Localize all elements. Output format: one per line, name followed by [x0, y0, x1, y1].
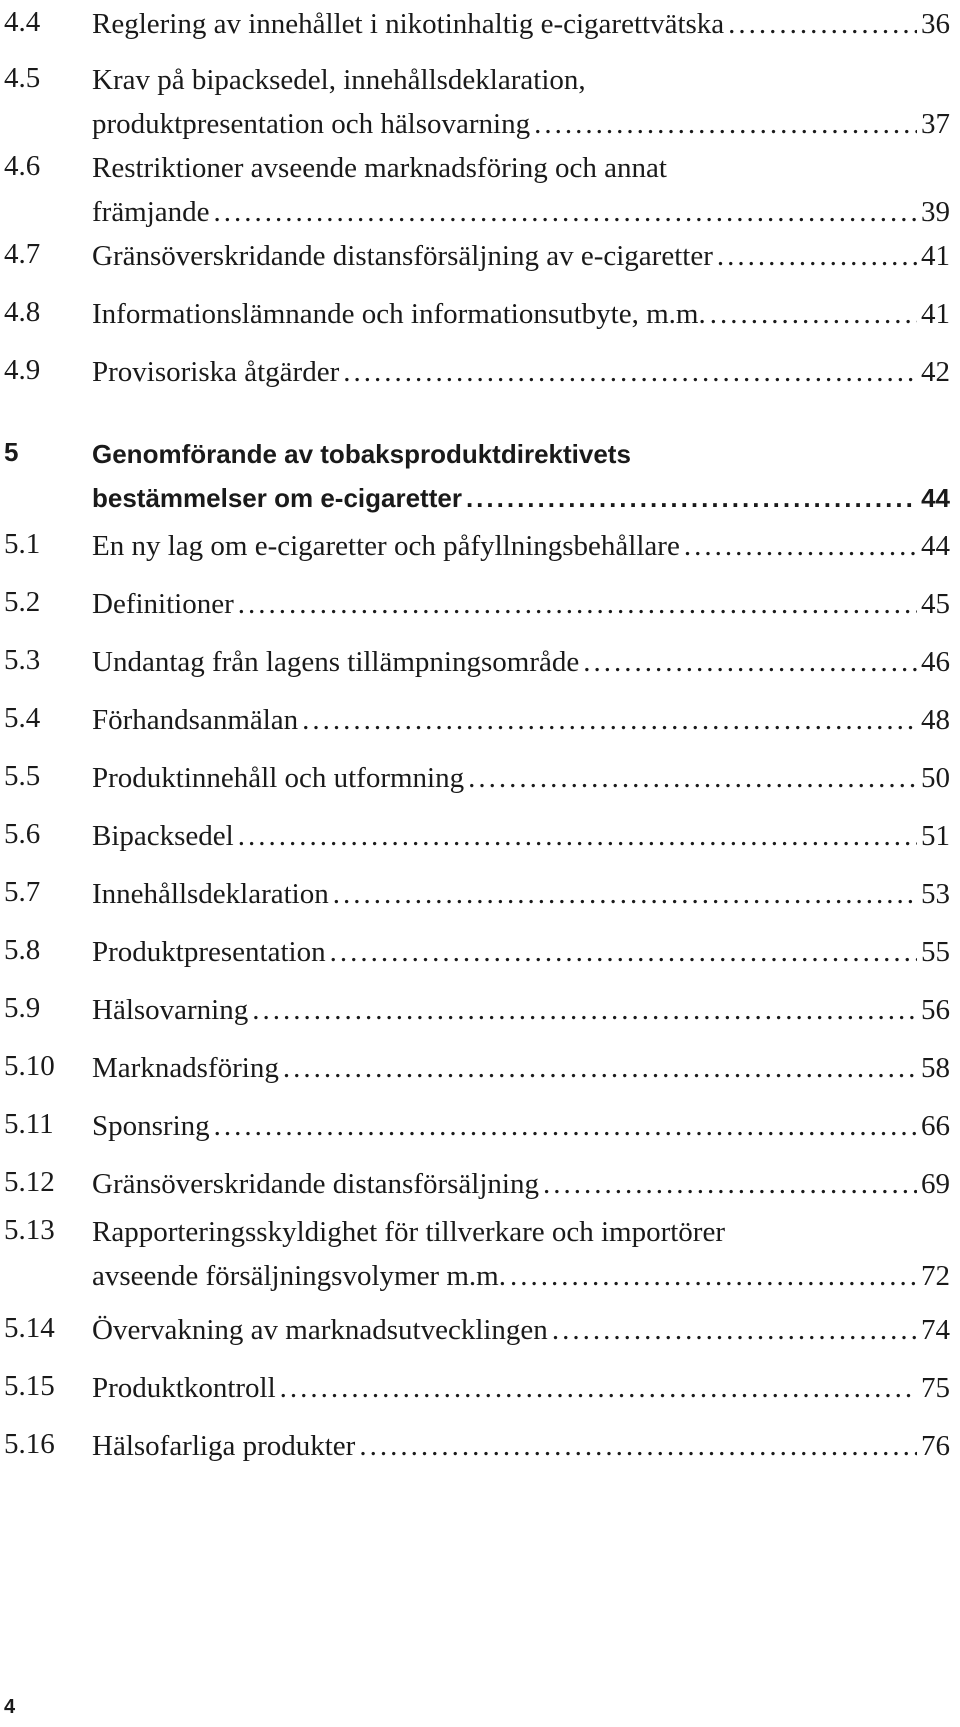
- dot-leader: [552, 1306, 917, 1354]
- toc-entry-page: 58: [921, 1052, 950, 1084]
- toc-entry-title: bestämmelser om e-cigaretter: [92, 483, 462, 513]
- toc-entry-title: Hälsovarning: [92, 994, 249, 1026]
- toc-entry-page: 72: [921, 1260, 950, 1292]
- toc-entry-line: [92, 522, 950, 570]
- toc-entry-page: 51: [921, 820, 950, 852]
- dot-leader: [283, 1044, 917, 1092]
- toc-entry-number: 4.9: [4, 354, 41, 386]
- toc-entry-number: 4.4: [4, 6, 41, 38]
- toc-entry-body: [92, 580, 950, 628]
- toc-entry-title: Övervakning av marknadsutvecklingen: [92, 1314, 548, 1346]
- toc-entry-line: [92, 348, 950, 396]
- toc-entry-line: [92, 696, 950, 744]
- toc-entry-title: Marknadsföring: [92, 1052, 279, 1084]
- toc-entry-number: 5: [4, 437, 19, 467]
- toc-entry-body: [92, 522, 950, 570]
- toc-entry-body: [92, 1422, 950, 1470]
- toc-entry-title: främjande: [92, 196, 210, 228]
- toc-entry-body: [92, 754, 950, 802]
- toc-entry-page: 41: [921, 240, 950, 272]
- dot-leader: [359, 1422, 917, 1470]
- dot-leader: [510, 1252, 917, 1300]
- toc-entry-title: produktpresentation och hälsovarning: [92, 108, 531, 140]
- toc-entry-line: [92, 100, 950, 148]
- dot-leader: [343, 348, 917, 396]
- dot-leader: [214, 1102, 917, 1150]
- dot-leader: [728, 0, 917, 48]
- dot-leader: [468, 754, 917, 802]
- toc-entry-line: [92, 188, 950, 236]
- toc-entry-body: [92, 144, 950, 236]
- toc-entry-page: 39: [921, 196, 950, 228]
- toc-entry-body: [92, 638, 950, 686]
- toc-entry-line: [92, 232, 950, 280]
- dot-leader: [333, 870, 917, 918]
- toc-entry-page: 74: [921, 1314, 950, 1346]
- toc-entry-number: 5.1: [4, 528, 41, 560]
- toc-entry-line: [92, 56, 950, 100]
- toc-entry-title: avseende försäljningsvolymer m.m.: [92, 1260, 506, 1292]
- toc-entry-number: 4.7: [4, 238, 41, 270]
- toc-entry-page: 55: [921, 936, 950, 968]
- toc-entry-body: [92, 1160, 950, 1208]
- toc-entry-line: [92, 474, 950, 522]
- toc-entry-page: 69: [921, 1168, 950, 1200]
- toc-entry-line: [92, 812, 950, 860]
- toc-entry-page: 45: [921, 588, 950, 620]
- toc-entry-page: 42: [921, 356, 950, 388]
- toc-entry-title: En ny lag om e-cigaretter och påfyllningsbehållare: [92, 530, 680, 562]
- dot-leader: [238, 580, 917, 628]
- toc-entry-body: [92, 290, 950, 338]
- toc-entry-page: 50: [921, 762, 950, 794]
- dot-leader: [684, 522, 917, 570]
- toc-entry-title: Förhandsanmälan: [92, 704, 299, 736]
- toc-entry-title: Genomförande av tobaksproduktdirektivets: [92, 439, 631, 469]
- toc-entry-number: 5.11: [4, 1108, 54, 1140]
- toc-entry-line: [92, 1160, 950, 1208]
- toc-entry-number: 5.10: [4, 1050, 55, 1082]
- toc-entry-body: [92, 0, 950, 48]
- toc-entry-line: [92, 638, 950, 686]
- toc-entry-title: Informationslämnande och informationsutbyte, m.m.: [92, 298, 706, 330]
- toc-entry-number: 5.16: [4, 1428, 55, 1460]
- dot-leader: [302, 696, 917, 744]
- dot-leader: [238, 812, 917, 860]
- toc-entry-page: 44: [921, 530, 950, 562]
- toc-entry-line: [92, 870, 950, 918]
- dot-leader: [583, 638, 917, 686]
- toc-entry-body: [92, 430, 950, 522]
- toc-entry-line: [92, 430, 950, 474]
- toc-entry-line: [92, 1364, 950, 1412]
- toc-entry-number: 5.3: [4, 644, 41, 676]
- toc-entry-title: Reglering av innehållet i nikotinhaltig e-cigarettvätska: [92, 8, 725, 40]
- toc-entry-body: [92, 812, 950, 860]
- toc-entry-title: Innehållsdeklaration: [92, 878, 329, 910]
- toc-entry-page: 66: [921, 1110, 950, 1142]
- toc-entry-title: Bipacksedel: [92, 820, 234, 852]
- toc-entry-page: 36: [921, 8, 950, 40]
- dot-leader: [543, 1160, 917, 1208]
- toc-entry-line: [92, 1306, 950, 1354]
- toc-entry-body: [92, 348, 950, 396]
- toc-entry-body: [92, 928, 950, 976]
- toc-entry-page: 75: [921, 1372, 950, 1404]
- toc-entry-line: [92, 1044, 950, 1092]
- toc-entry-body: [92, 1102, 950, 1150]
- dot-leader: [710, 290, 917, 338]
- toc-entry-body: [92, 56, 950, 148]
- toc-entry-line: [92, 928, 950, 976]
- toc-entry-number: 5.14: [4, 1312, 55, 1344]
- toc-entry-title: Sponsring: [92, 1110, 210, 1142]
- dot-leader: [717, 232, 917, 280]
- toc-entry-body: [92, 1364, 950, 1412]
- toc-entry-body: [92, 986, 950, 1034]
- toc-entry-title: Produktkontroll: [92, 1372, 276, 1404]
- toc-entry-line: [92, 1422, 950, 1470]
- toc-entry-number: 4.6: [4, 150, 41, 182]
- toc-entry-body: [92, 696, 950, 744]
- toc-entry-title: Produktinnehåll och utformning: [92, 762, 465, 794]
- toc-entry-title: Restriktioner avseende marknadsföring och annat: [92, 152, 667, 184]
- dot-leader: [330, 928, 917, 976]
- toc-entry-number: 5.7: [4, 876, 41, 908]
- toc-entry-line: [92, 580, 950, 628]
- toc-entry-page: 37: [921, 108, 950, 140]
- toc-entry-title: Rapporteringsskyldighet för tillverkare och importörer: [92, 1216, 725, 1248]
- toc-entry-line: [92, 290, 950, 338]
- toc-entry-title: Definitioner: [92, 588, 234, 620]
- dot-leader: [466, 474, 917, 522]
- dot-leader: [280, 1364, 917, 1412]
- toc-entry-number: 5.12: [4, 1166, 55, 1198]
- toc-entry-page: 44: [921, 483, 950, 513]
- toc-entry-title: Gränsöverskridande distansförsäljning av e-cigaretter: [92, 240, 713, 272]
- dot-leader: [534, 100, 917, 148]
- page-number: 4: [4, 1696, 16, 1718]
- toc-entry-number: 5.6: [4, 818, 41, 850]
- toc-entry-title: Produktpresentation: [92, 936, 326, 968]
- toc-entry-number: 5.5: [4, 760, 41, 792]
- toc-entry-title: Hälsofarliga produkter: [92, 1430, 356, 1462]
- toc-entry-body: [92, 1044, 950, 1092]
- toc-entry-body: [92, 1208, 950, 1300]
- toc-entry-line: [92, 144, 950, 188]
- toc-entry-number: 5.13: [4, 1214, 55, 1246]
- toc-entry-number: 5.15: [4, 1370, 55, 1402]
- toc-entry-body: [92, 1306, 950, 1354]
- toc-entry-number: 5.4: [4, 702, 41, 734]
- toc-entry-line: [92, 1208, 950, 1252]
- toc-entry-line: [92, 1102, 950, 1150]
- toc-entry-page: 53: [921, 878, 950, 910]
- toc-entry-line: [92, 754, 950, 802]
- toc-entry-title: Provisoriska åtgärder: [92, 356, 340, 388]
- dot-leader: [214, 188, 917, 236]
- toc-entry-number: 5.2: [4, 586, 41, 618]
- toc-entry-number: 5.9: [4, 992, 41, 1024]
- toc-entry-title: Gränsöverskridande distansförsäljning: [92, 1168, 539, 1200]
- toc-entry-number: 4.5: [4, 62, 41, 94]
- toc-entry-number: 5.8: [4, 934, 41, 966]
- toc-entry-line: [92, 1252, 950, 1300]
- toc-entry-title: Krav på bipacksedel, innehållsdeklaration,: [92, 64, 586, 96]
- toc-entry-number: 4.8: [4, 296, 41, 328]
- toc-entry-body: [92, 232, 950, 280]
- toc-entry-page: 56: [921, 994, 950, 1026]
- toc-entry-body: [92, 870, 950, 918]
- toc-entry-line: [92, 0, 950, 48]
- dot-leader: [252, 986, 917, 1034]
- toc-entry-title: Undantag från lagens tillämpningsområde: [92, 646, 580, 678]
- toc-entry-page: 41: [921, 298, 950, 330]
- toc-entry-line: [92, 986, 950, 1034]
- toc-entry-page: 46: [921, 646, 950, 678]
- toc-entry-page: 48: [921, 704, 950, 736]
- toc-entry-page: 76: [921, 1430, 950, 1462]
